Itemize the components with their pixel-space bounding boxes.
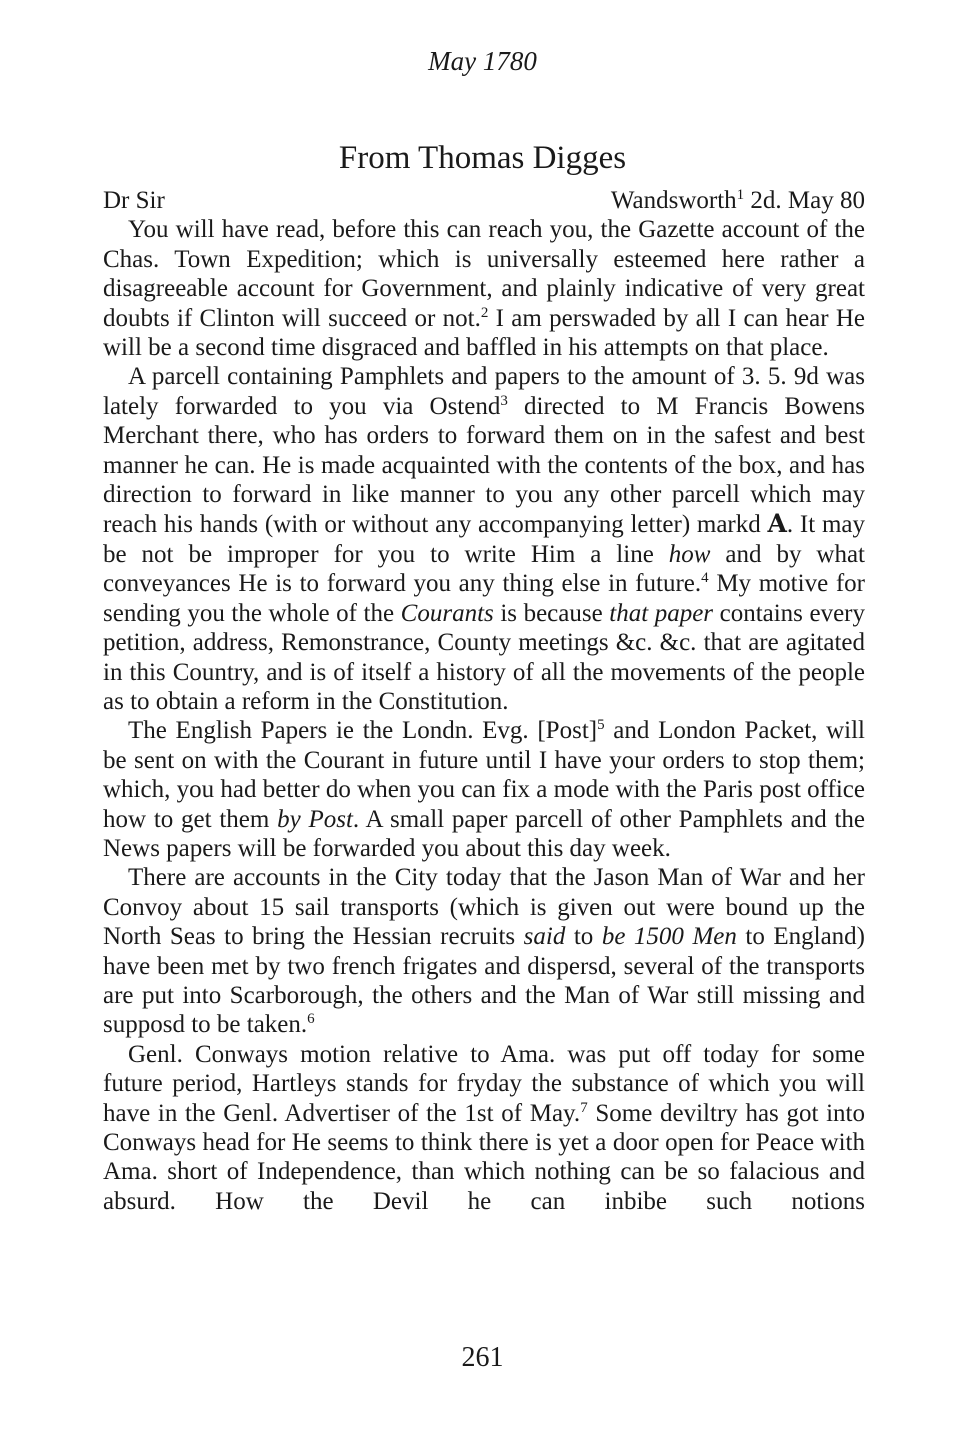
- text-run: to: [565, 923, 602, 951]
- italic-text: how: [668, 540, 711, 568]
- text-run: contains every petition, address, Remonstrance, County meetings &c. &c. that are agitated in this Country, and is of itself a history of all the movements of the people as to obtain a reform in the Constitution.: [103, 599, 865, 715]
- dateline: [611, 186, 865, 215]
- text-run: Genl. Conways motion relative to Ama. was put off today for some future period, Hartleys stands for fryday the substance of which you will have in the Genl. Advertiser of the 1st of May.: [103, 1040, 865, 1127]
- running-head: May 1780: [428, 46, 537, 76]
- paragraph-3: [103, 716, 865, 863]
- text-run: . It may be not be improper for you to write Him a line: [103, 511, 865, 568]
- footnote-ref: 6: [307, 1011, 315, 1028]
- paragraph-1: [103, 215, 865, 362]
- dateline-place: Wandsworth: [610, 187, 737, 214]
- text-run: A parcell containing Pamphlets and papers to the amount of 3. 5. 9d was lately forwarded to you via Ostend: [103, 363, 865, 420]
- page-number: 261: [461, 1342, 504, 1373]
- salutation-row: [103, 186, 865, 215]
- text-run: and by what conveyances He is to forward you any thing else in future.: [103, 540, 865, 598]
- italic-text: that paper: [609, 599, 714, 627]
- salutation: Dr Sir: [103, 187, 165, 214]
- text-run: directed to M Francis Bowens Merchant there, who has orders to forward them on in the safest and best manner he can. He is made acquainted with the contents of the box, and has direction to forward in like manner to you any other parcell which may reach his hands (with or without any accompanying letter) markd: [103, 392, 865, 539]
- text-run: . A small paper parcell of other Pamphlets and the News papers will be forwarded you about this day week.: [103, 805, 866, 862]
- text-run: My motive for sending you the whole of the: [103, 570, 865, 627]
- footnote-ref: 3: [500, 392, 508, 409]
- footnote-ref: 7: [580, 1099, 588, 1116]
- footnote-ref: 1: [736, 187, 745, 203]
- italic-text: be 1500 Men: [601, 923, 737, 951]
- parcel-mark-glyph: A: [767, 509, 787, 539]
- paragraph-5: [103, 1040, 865, 1216]
- footnote-ref: 2: [480, 304, 489, 321]
- footnote-ref: 4: [701, 570, 709, 587]
- italic-text: Courants: [400, 599, 494, 627]
- letter-body: [103, 186, 865, 1216]
- text-run: and London Packet, will be sent on with the Courant in future until I have your orders to stop them; which, you had better do when you can fix a mode with the Paris post office how to get them: [103, 717, 865, 833]
- text-run: I am perswaded by all I can hear He will be a second time disgraced and baffled in his attempts on that place.: [103, 304, 866, 362]
- dateline-date: 2d. May 80: [744, 187, 865, 214]
- text-run: to England) have been met by two french frigates and dispersd, several of the transports are put into Scarborough, the others and the Man of War still missing and supposd to be taken.: [103, 923, 865, 1039]
- paragraph-2: [103, 362, 865, 716]
- footnote-ref: 5: [597, 717, 605, 734]
- italic-text: said: [523, 923, 566, 951]
- text-run: The English Papers ie the Londn. Evg. [Post]: [128, 717, 598, 745]
- italic-text: by Post: [277, 805, 353, 833]
- letter-title: From Thomas Digges: [338, 140, 627, 176]
- text-run: You will have read, before this can reach you, the Gazette account of the Chas. Town Expedition; which is universally esteemed here rather a disagreeable account for Government, and plainly indicative of very great doubts if Clinton will succeed or not.: [103, 216, 865, 332]
- text-run: is because: [493, 599, 610, 627]
- text-run: There are accounts in the City today that the Jason Man of War and her Convoy about 15 sail transports (which is given out were bound up the North Seas to bring the Hessian recruits: [103, 864, 865, 951]
- paragraph-4: [103, 863, 865, 1039]
- text-run: Some deviltry has got into Conways head for He seems to think there is yet a door open for Peace with Ama. short of Independence, than which nothing can be so falacious and absurd. How the Devil he can inbibe such notions: [103, 1099, 865, 1215]
